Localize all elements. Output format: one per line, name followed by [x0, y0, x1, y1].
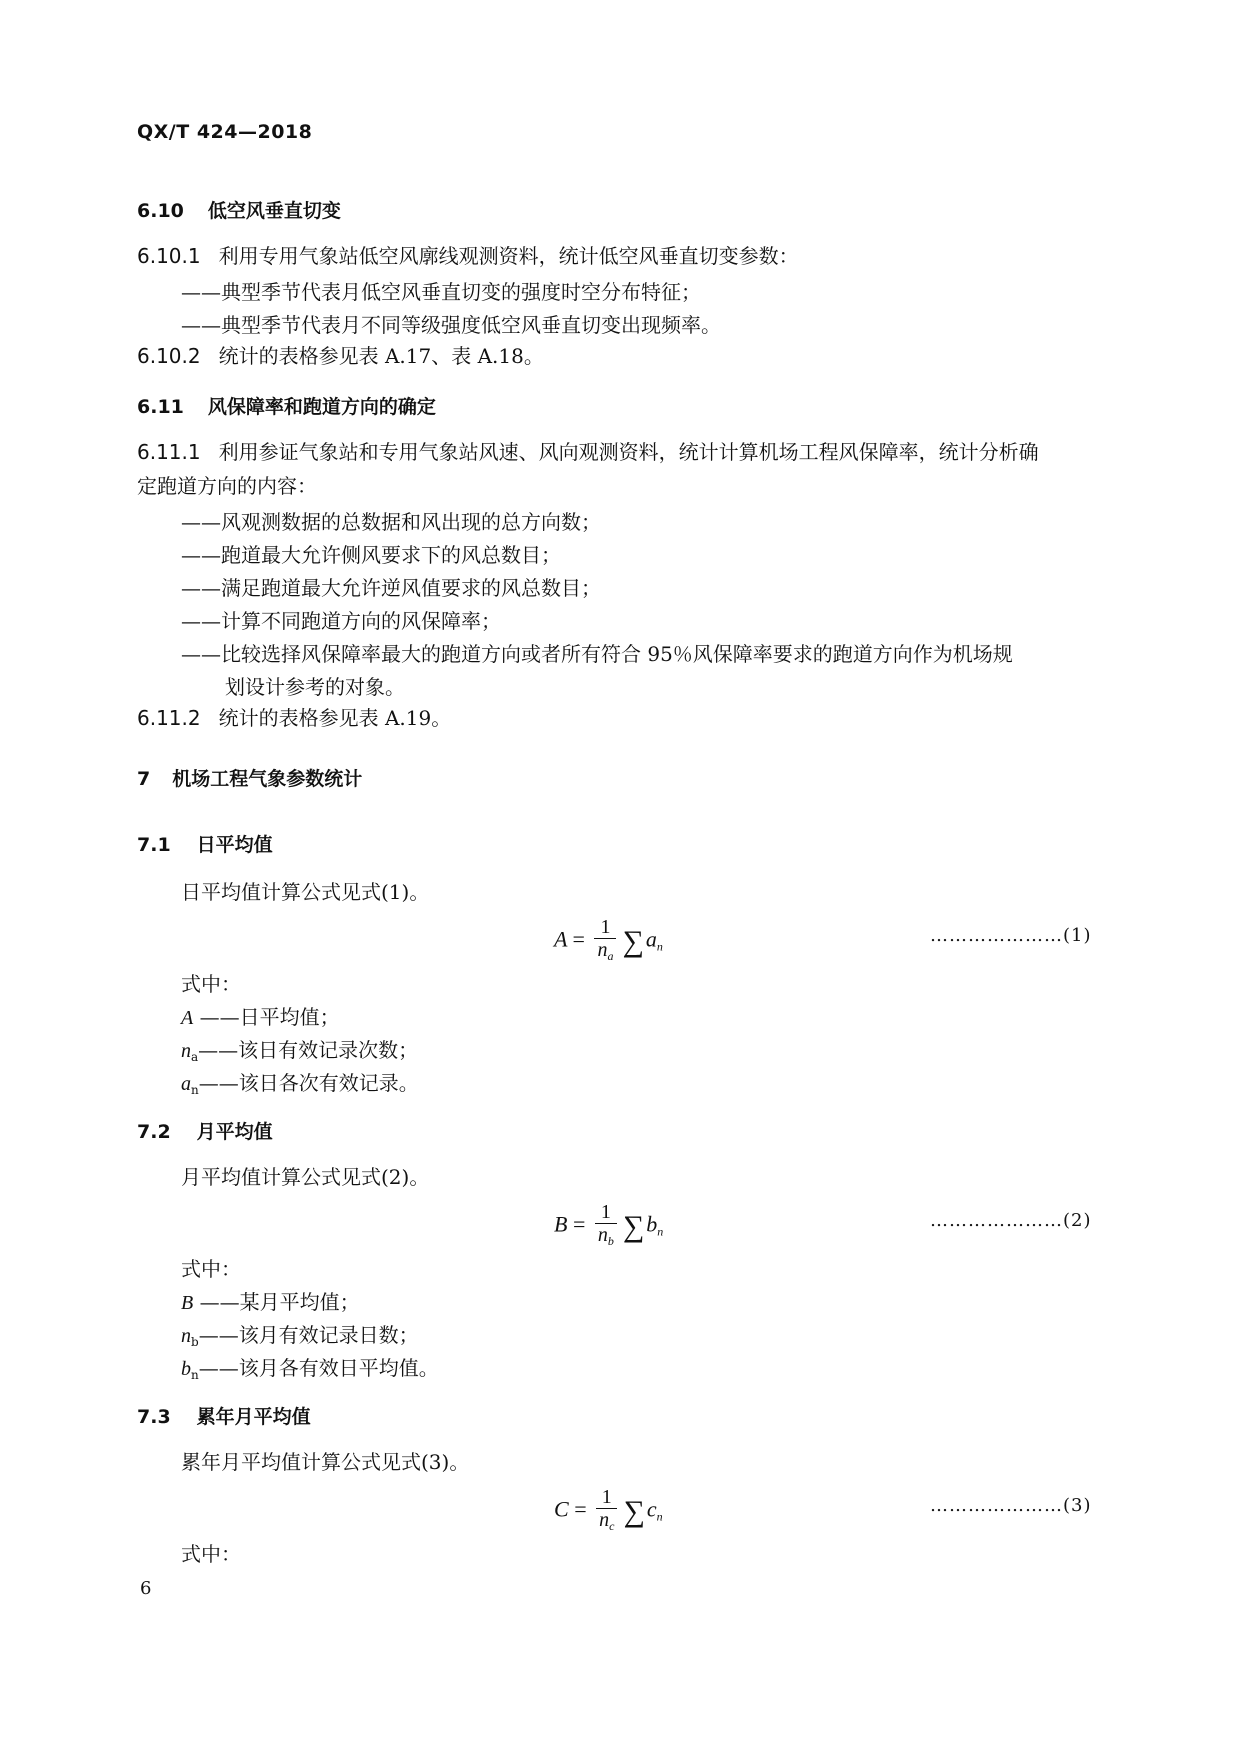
fraction: [596, 1486, 617, 1537]
section-title: 风保障率和跑道方向的确定: [207, 396, 436, 418]
denominator: [594, 938, 616, 967]
definition-text: ——该日各次有效记录。: [198, 1071, 419, 1095]
summation-term: a: [645, 926, 657, 952]
chapter-number: 7: [137, 768, 151, 790]
section-title: 低空风垂直切变: [207, 200, 341, 222]
term-subscript: n: [657, 1224, 664, 1239]
clause-text: 统计的表格参见表 A.19。: [218, 706, 452, 730]
clause-6-10-1: [137, 242, 799, 270]
clause-number: 6.11.2: [137, 706, 201, 730]
definition-item: [181, 1354, 439, 1389]
definition-symbol: a: [181, 1073, 191, 1095]
list-item: ——典型季节代表月低空风垂直切变的强度时空分布特征；: [181, 280, 701, 304]
definition-symbol: n: [181, 1325, 191, 1347]
equation-number: …………………(3): [930, 1495, 1092, 1516]
clause-text: 利用参证气象站和专用气象站风速、风向观测资料，统计计算机场工程风保障率，统计分析确: [218, 440, 1039, 464]
where-label: 式中：: [181, 1542, 241, 1566]
list-item: ——满足跑道最大允许逆风值要求的风总数目；: [181, 576, 601, 600]
denominator-var: n: [597, 1224, 608, 1246]
clause-text-continued: 定跑道方向的内容：: [137, 474, 317, 498]
section-number: 7.2: [137, 1121, 171, 1143]
section-6-10-heading: [137, 196, 341, 223]
definition-symbol: b: [181, 1358, 191, 1380]
section-title: 月平均值: [196, 1121, 273, 1143]
chapter-7-heading: [137, 764, 362, 791]
section-7-1-heading: [137, 830, 273, 857]
summation-term: b: [646, 1211, 658, 1237]
definition-item: [181, 1321, 419, 1356]
denominator-var: n: [597, 939, 608, 961]
summation-symbol: ∑: [622, 924, 644, 958]
definition-text: ——该日有效记录次数；: [198, 1038, 419, 1062]
denominator-subscript: b: [607, 1234, 614, 1248]
formula-1: [554, 916, 663, 967]
definition-symbol: A: [181, 1007, 194, 1029]
summation-symbol: ∑: [623, 1494, 645, 1528]
formula-intro: 累年月平均值计算公式见式(3)。: [181, 1450, 470, 1474]
definition-text: ——该月各有效日平均值。: [198, 1356, 439, 1380]
section-number: 6.11: [137, 396, 184, 418]
chapter-title: 机场工程气象参数统计: [172, 768, 363, 790]
clause-6-10-2: [137, 342, 544, 370]
numerator: 1: [600, 1201, 611, 1223]
list-item: ——风观测数据的总数据和风出现的总方向数；: [181, 510, 601, 534]
denominator: [595, 1223, 617, 1252]
equals-sign: =: [572, 1211, 586, 1237]
formula-lhs: C: [554, 1496, 569, 1522]
clause-text: 利用专用气象站低空风廓线观测资料，统计低空风垂直切变参数：: [218, 244, 799, 268]
term-subscript: n: [656, 939, 663, 954]
formula-intro: 月平均值计算公式见式(2)。: [181, 1165, 430, 1189]
definition-item: [181, 1036, 418, 1071]
equation-number: …………………(1): [930, 925, 1092, 946]
clause-number: 6.11.1: [137, 440, 201, 464]
denominator-var: n: [599, 1509, 610, 1531]
definition-subscript: b: [191, 1335, 199, 1349]
summation-term: c: [646, 1496, 657, 1522]
section-number: 7.1: [137, 834, 171, 856]
definition-item: [181, 1069, 419, 1104]
fraction: [595, 1201, 617, 1252]
clause-text: 统计的表格参见表 A.17、表 A.18。: [218, 344, 544, 368]
formula-lhs: A: [554, 926, 568, 952]
formula-intro: 日平均值计算公式见式(1)。: [181, 880, 430, 904]
definition-symbol: n: [181, 1040, 191, 1062]
definition-text: ——日平均值；: [199, 1005, 340, 1029]
numerator: 1: [600, 916, 611, 938]
where-label: 式中：: [181, 1257, 241, 1281]
list-item: ——比较选择风保障率最大的跑道方向或者所有符合 95％风保障率要求的跑道方向作为机场规: [181, 642, 1013, 666]
section-6-11-heading: [137, 392, 436, 419]
list-item-continued: 划设计参考的对象。: [225, 675, 405, 699]
section-7-3-heading: [137, 1402, 311, 1429]
section-title: 累年月平均值: [196, 1406, 311, 1428]
definition-symbol: B: [181, 1292, 194, 1314]
definition-text: ——某月平均值；: [199, 1290, 360, 1314]
formula-2: [554, 1201, 663, 1252]
list-item: ——跑道最大允许侧风要求下的风总数目；: [181, 543, 561, 567]
clause-6-11-1: [137, 438, 1039, 466]
term-subscript: n: [656, 1509, 663, 1524]
definition-subscript: n: [191, 1083, 199, 1097]
formula-3: [554, 1486, 663, 1537]
clause-6-11-2: [137, 704, 451, 732]
definition-text: ——该月有效记录日数；: [198, 1323, 419, 1347]
section-number: 6.10: [137, 200, 184, 222]
definition-subscript: n: [191, 1368, 199, 1382]
denominator: [596, 1508, 617, 1537]
section-7-2-heading: [137, 1117, 273, 1144]
definition-item: [181, 1003, 340, 1038]
definition-item: [181, 1288, 360, 1323]
summation-symbol: ∑: [622, 1209, 645, 1243]
fraction: [594, 916, 616, 967]
definition-subscript: a: [191, 1050, 199, 1064]
denominator-subscript: a: [607, 949, 614, 963]
page-number: 6: [140, 1578, 152, 1599]
clause-number: 6.10.2: [137, 344, 201, 368]
section-title: 日平均值: [196, 834, 273, 856]
standard-code: QX/T 424—2018: [137, 121, 313, 143]
equals-sign: =: [574, 1496, 587, 1522]
list-item: ——计算不同跑道方向的风保障率；: [181, 609, 501, 633]
denominator-subscript: c: [609, 1519, 615, 1533]
section-number: 7.3: [137, 1406, 171, 1428]
equation-number: …………………(2): [930, 1210, 1092, 1231]
list-item: ——典型季节代表月不同等级强度低空风垂直切变出现频率。: [181, 313, 721, 337]
formula-lhs: B: [554, 1211, 568, 1237]
where-label: 式中：: [181, 972, 241, 996]
equals-sign: =: [572, 926, 585, 952]
numerator: 1: [601, 1486, 612, 1508]
clause-number: 6.10.1: [137, 244, 201, 268]
